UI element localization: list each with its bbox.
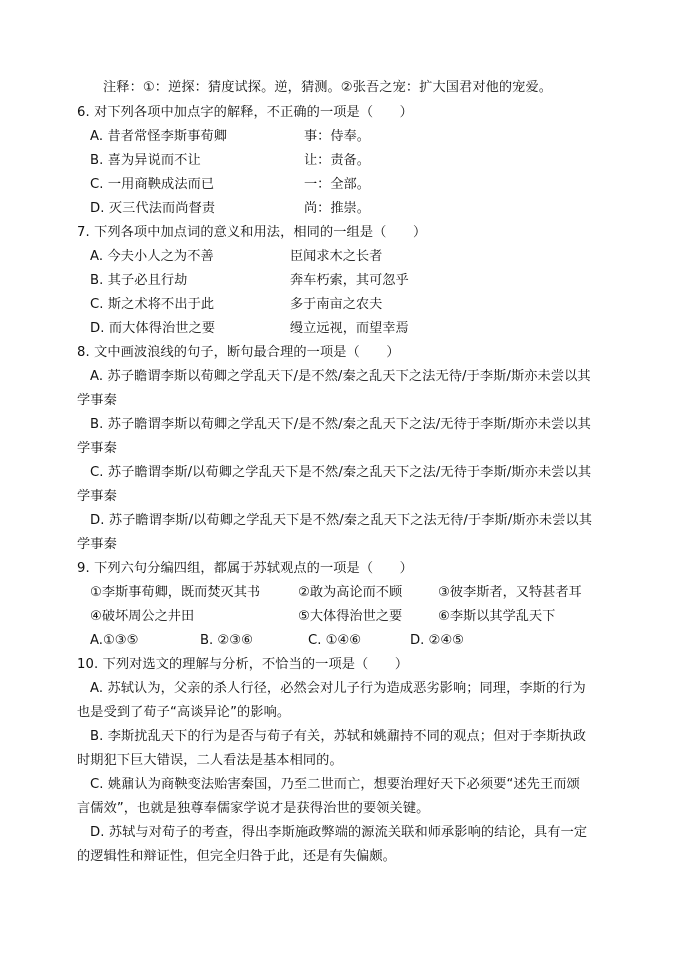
q10-option-a-cont: 也是受到了荀子“高谈异论”的影响。	[77, 705, 291, 720]
q7-option-c: C. 斯之术将不出于此	[90, 297, 215, 312]
q10-option-d: D. 苏轼与对荀子的考查，得出李斯施政弊端的源流关联和师承影响的结论，具有一定	[90, 825, 588, 840]
q10-option-d-cont: 的逻辑性和辩证性，但完全归咎于此，还是有失偏颇。	[77, 849, 396, 864]
question-9-stem: 9. 下列六句分编四组，都属于苏轼观点的一项是（ ）	[77, 561, 413, 576]
q8-option-c-cont: 学事秦	[77, 489, 117, 504]
q10-option-c-cont: 言儒效”，也就是独尊奉儒家学说才是获得治世的要领关键。	[77, 801, 430, 816]
q8-option-d-cont: 学事秦	[77, 537, 117, 552]
q7-option-b: B. 其子必且行劫	[90, 273, 188, 288]
note-line: 注释：①：逆探：猜度试探。逆，猜测。②张吾之宠：扩大国君对他的宠爱。	[103, 80, 553, 95]
q7-option-d: D. 而大体得治世之要	[90, 321, 216, 336]
q10-option-c: C. 姚鼐认为商鞅变法贻害秦国，乃至二世而亡，想要治理好天下必须要“述先王而颂	[90, 777, 580, 792]
q9-item-2: ②敢为高论而不顾	[298, 585, 403, 600]
question-6-stem: 6. 对下列各项中加点字的解释，不正确的一项是（ ）	[77, 105, 413, 120]
q9-choice-b: B. ②③⑥	[200, 633, 253, 648]
q6-option-a-gloss: 事：侍奉。	[304, 129, 370, 144]
q6-option-c: C. 一用商鞅成法而已	[90, 177, 215, 192]
q10-option-b: B. 李斯扰乱天下的行为是否与荀子有关，苏轼和姚鼐持不同的观点；但对于李斯执政	[90, 729, 587, 744]
q9-choice-c: C. ①④⑥	[308, 633, 362, 648]
q10-option-a: A. 苏轼认为，父亲的杀人行径，必然会对儿子行为造成恶劣影响；同理，李斯的行为	[90, 681, 586, 696]
q6-option-d: D. 灭三代法而尚督责	[90, 201, 216, 216]
q8-option-a-cont: 学事秦	[77, 393, 117, 408]
q9-item-6: ⑥李斯以其学乱天下	[438, 609, 556, 624]
question-7-stem: 7. 下列各项中加点词的意义和用法，相同的一组是（ ）	[77, 225, 427, 240]
q6-option-a: A. 昔者常怪李斯事荀卿	[90, 129, 228, 144]
q7-option-b-pair: 奔车朽索，其可忽乎	[290, 273, 409, 288]
q9-item-3: ③彼李斯者，又特甚者耳	[438, 585, 582, 600]
q8-option-b: B. 苏子瞻谓李斯以荀卿之学乱天下/是不然/秦之乱天下之法/无待于李斯/斯亦未尝以其	[90, 417, 591, 432]
q6-option-b: B. 喜为异说而不让	[90, 153, 201, 168]
q8-option-c: C. 苏子瞻谓李斯/以荀卿之学乱天下是不然/秦之乱天下之法/无待于李斯/斯亦未尝以其	[90, 465, 592, 480]
q7-option-a-pair: 臣闻求木之长者	[290, 249, 383, 264]
q9-item-4: ④破坏周公之井田	[90, 609, 195, 624]
q10-option-b-cont: 时期犯下巨大错误，二人看法是基本相同的。	[77, 753, 343, 768]
q9-choice-a: A.①③⑤	[90, 633, 139, 648]
q7-option-d-pair: 缦立远视，而望幸焉	[290, 321, 409, 336]
q8-option-b-cont: 学事秦	[77, 441, 117, 456]
q9-choice-d: D. ②④⑤	[410, 633, 465, 648]
q9-item-5: ⑤大体得治世之要	[298, 609, 403, 624]
q6-option-d-gloss: 尚：推崇。	[304, 201, 370, 216]
q8-option-a: A. 苏子瞻谓李斯以荀卿之学乱天下/是不然/秦之乱天下之法无待/于李斯/斯亦未尝以其	[90, 369, 591, 384]
q6-option-b-gloss: 让：责备。	[304, 153, 370, 168]
q7-option-c-pair: 多于南亩之农夫	[290, 297, 383, 312]
q7-option-a: A. 今夫小人之为不善	[90, 249, 214, 264]
question-8-stem: 8. 文中画波浪线的句子，断句最合理的一项是（ ）	[77, 345, 400, 360]
q9-item-1: ①李斯事荀卿，既而焚灭其书	[90, 585, 261, 600]
q6-option-c-gloss: 一：全部。	[304, 177, 370, 192]
q8-option-d: D. 苏子瞻谓李斯/以荀卿之学乱天下是不然/秦之乱天下之法无待/于李斯/斯亦未尝以其	[90, 513, 593, 528]
question-10-stem: 10. 下列对选文的理解与分析，不恰当的一项是（ ）	[77, 657, 409, 672]
